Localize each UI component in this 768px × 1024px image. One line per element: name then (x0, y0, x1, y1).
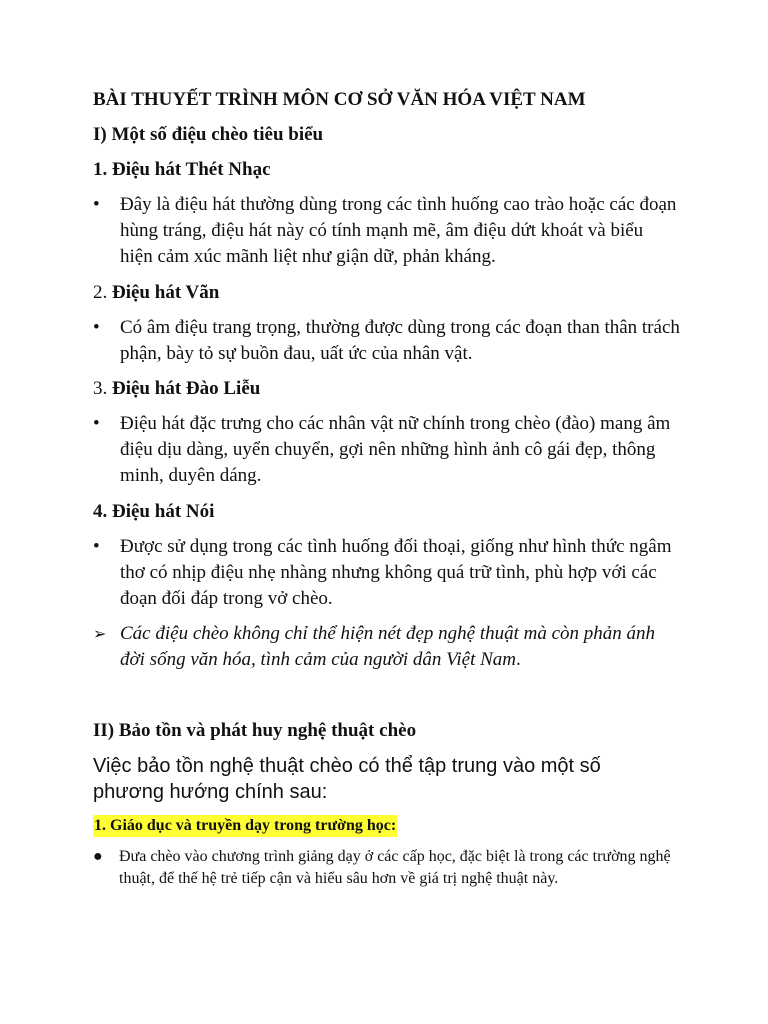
highlighted-subheading: 1. Giáo dục và truyền dạy trong trường học: (93, 815, 397, 837)
item-4-name: Điệu hát Nói (112, 501, 215, 522)
document-title: BÀI THUYẾT TRÌNH MÔN CƠ SỞ VĂN HÓA VIỆT NAM (93, 89, 586, 110)
conclusion-italic: Các điệu chèo không chỉ thể hiện nét đẹp nghệ thuật mà còn phản ánh đời sống văn hóa, tình cảm của người dân Việt Nam (120, 623, 656, 670)
item-1-number: 1. (93, 159, 108, 180)
item-4-text: Được sử dụng trong các tình huống đối thoại, giống như hình thức ngâm thơ có nhịp điệu nhẹ nhàng nhưng không quá trữ tình, phù hợp với các đoạn đối đáp trong vở chèo. (120, 536, 672, 609)
item-1-heading (93, 157, 271, 183)
item-2-text: Có âm điệu trang trọng, thường được dùng trong các đoạn than thân trách phận, bày tỏ sự buồn đau, uất ức của nhân vật. (120, 317, 680, 364)
bullet-dot-icon: • (93, 413, 100, 434)
bullet-dot-icon: ● (93, 848, 103, 865)
item-1-name: Điệu hát Thét Nhạc (112, 159, 271, 180)
section-2-heading: II) Bảo tồn và phát huy nghệ thuật chèo (93, 720, 417, 741)
item-2-number: 2. (93, 282, 108, 303)
item-2-name: Điệu hát Vãn (112, 282, 220, 303)
item-3-name: Điệu hát Đào Liễu (112, 378, 261, 399)
item-3-number: 3. (93, 378, 108, 399)
item-2-heading (93, 280, 219, 306)
section-2-bullet-text: Đưa chèo vào chương trình giảng dạy ở các cấp học, đặc biệt là trong các trường nghệ thuật, để thế hệ trẻ tiếp cận và hiểu sâu hơn về giá trị nghệ thuật này. (119, 848, 671, 887)
conclusion-text (120, 621, 680, 673)
arrow-bullet-icon: ➢ (93, 624, 107, 643)
section-1-heading: I) Một số điệu chèo tiêu biểu (93, 124, 324, 145)
item-4-heading (93, 499, 214, 525)
item-3-heading (93, 376, 260, 402)
item-4-number: 4. (93, 501, 108, 522)
bullet-dot-icon: • (93, 317, 100, 338)
section-2-intro: Việc bảo tồn nghệ thuật chèo có thể tập trung vào một số phương hướng chính sau: (93, 755, 601, 803)
item-3-text: Điệu hát đặc trưng cho các nhân vật nữ chính trong chèo (đào) mang âm điệu dịu dàng, uyển chuyển, gợi nên những hình ảnh cô gái đẹp, thông minh, duyên dáng. (120, 413, 671, 486)
conclusion-period: . (516, 649, 521, 670)
bullet-dot-icon: • (93, 536, 100, 557)
bullet-dot-icon: • (93, 194, 100, 215)
item-1-text: Đây là điệu hát thường dùng trong các tình huống cao trào hoặc các đoạn hùng tráng, điệu hát này có tính mạnh mẽ, âm điệu dứt khoát và biểu hiện cảm xúc mãnh liệt như giận dữ, phản kháng. (120, 194, 677, 267)
